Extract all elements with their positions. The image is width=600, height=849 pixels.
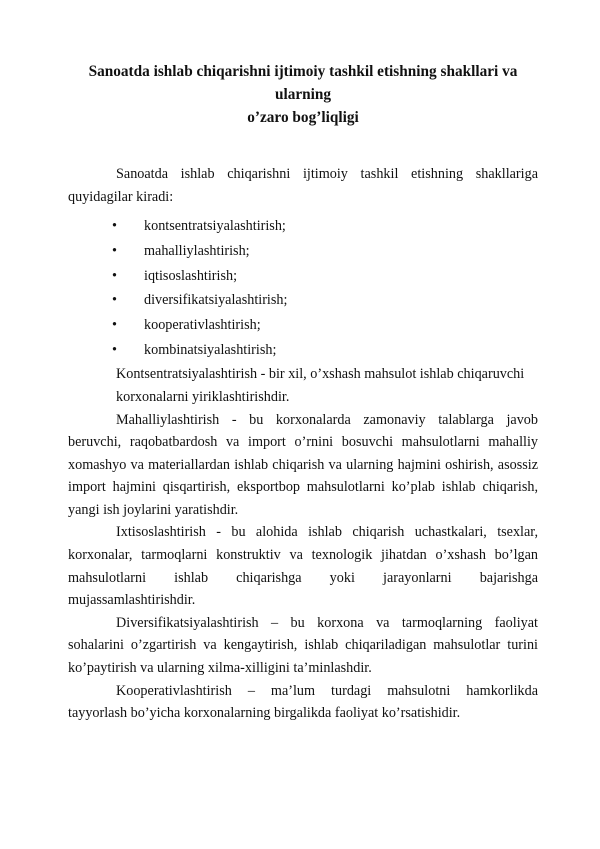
paragraph-kooperativlashtirish: Kooperativlashtirish – ma’lum turdagi mahsulotni hamkorlikda tayyorlash bo’yicha korxonalarning birgalikda faoliyat ko’rsatishidir. [68, 682, 538, 722]
list-item [68, 240, 538, 265]
bullet-icon: • [112, 242, 117, 259]
forms-list [68, 215, 538, 363]
list-item [68, 215, 538, 240]
intro-paragraph: Sanoatda ishlab chiqarishni ijtimoiy tashkil etishning shakllariga quyidagilar kiradi: [68, 166, 538, 205]
paragraph-kontsentratsiya: Kontsentratsiyalashtirish - bir xil, o’xshash mahsulot ishlab chiqaruvchi [116, 366, 525, 383]
title-line-1: Sanoatda ishlab chiqarishni ijtimoiy tashkil etishning shakllari va ularning [88, 63, 518, 103]
bullet-icon: • [112, 267, 117, 284]
list-item-label: iqtisoslashtirish; [144, 267, 238, 284]
bullet-icon: • [112, 316, 117, 333]
list-item-label: mahalliylashtirish; [144, 242, 250, 259]
list-item-label: kooperativlashtirish; [144, 316, 261, 333]
list-item [68, 339, 538, 364]
list-item-label: kombinatsiyalashtirish; [144, 341, 277, 358]
title-line-2: o’zaro bog’liqligi [247, 109, 359, 126]
list-item [68, 265, 538, 290]
bullet-icon: • [112, 292, 117, 309]
paragraph-ixtisoslashtirish: Ixtisoslashtirish - bu alohida ishlab chiqarish uchastkalari, tsexlar, korxonalar, tarmoqlarni konstruktiv va texnologik jihatdan o’xshash bo’lgan mahsulotlarni ishlab chiqarishga yoki jarayonlarni bajarishga mujassamlashtirishdir. [68, 524, 538, 609]
list-item [68, 289, 538, 314]
page-title [68, 60, 538, 129]
list-item [68, 314, 538, 339]
bullet-icon: • [112, 341, 117, 358]
definitions [68, 363, 538, 725]
list-item-label: kontsentratsiyalashtirish; [144, 218, 286, 235]
document-body [68, 163, 538, 725]
list-item-label: diversifikatsiyalashtirish; [144, 292, 288, 309]
paragraph-mahalliylashtirish: Mahalliylashtirish - bu korxonalarda zamonaviy talablarga javob beruvchi, raqobatbardosh va import o’rnini bosuvchi mahsulotlarni mahalliy xomashyo va materiallardan ishlab chiqarish va ularning hajmini oshirish, asossiz import hajmini qisqartirish, eksportbop mahsulotlarni ko’plab ishlab chiqarish, yangi ish joylarini yaratishdir. [68, 411, 538, 518]
paragraph-kontsentratsiya-continued: korxonalarni yiriklashtirishdir. [116, 388, 290, 405]
paragraph-diversifikatsiyalashtirish: Diversifikatsiyalashtirish – bu korxona va tarmoqlarning faoliyat sohalarini o’zgartirish va kengaytirish, ishlab chiqariladigan mahsulotlar turini ko’paytirish va ularning xilma-xilligini ta’minlashdir. [68, 614, 538, 677]
bullet-icon: • [112, 218, 117, 235]
